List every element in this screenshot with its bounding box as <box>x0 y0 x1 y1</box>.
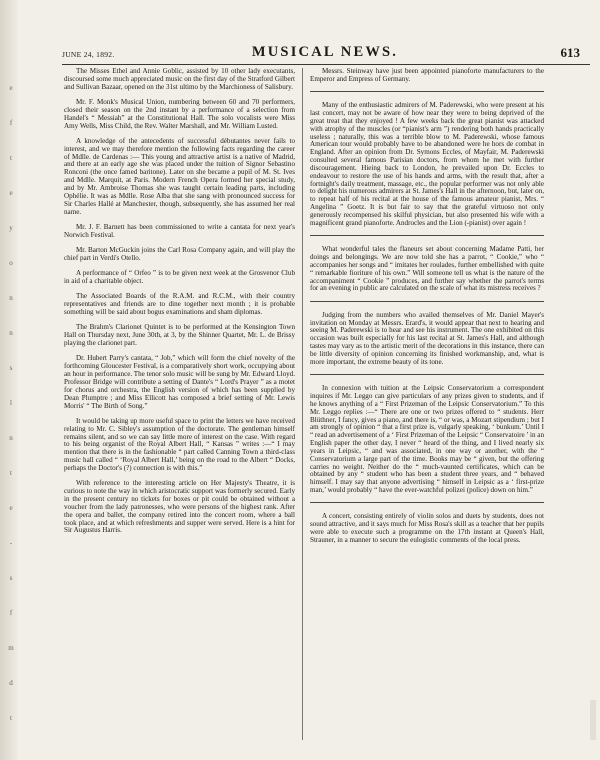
section-rule <box>310 301 544 302</box>
margin-mark: e <box>9 84 13 92</box>
paragraph-erard-instrument: Judging from the numbers who availed themselves of Mr. Daniel Mayer's invitation on Monday at Messrs. Erard's, it would appear that next to hearing and seeing M. Paderewski is to hear and see his instrument. The one exhibited on this occasion was built especially for his last recital at St. James's Hall, and although tastes may vary as to the artistic merit of the decorations in this instance, there can be little diversity of opinion concerning its finished workmanship, and, what is more important, the extreme beauty of its tone. <box>310 310 544 366</box>
paragraph-steinway: Messrs. Steinway have just been appointed pianoforte manufacturers to the Emperor and Empress of Germany. <box>310 67 544 83</box>
paragraph-violin-concert: A concert, consisting entirely of violin solos and duets by students, does not sound attractive, and it says much for Miss Rosa's skill as a teacher that her pupils were able to execute such a programme on the 17th instant at Queen's Hall, Strauner, in a manner to secure the eulogistic comments of the local press. <box>310 512 544 544</box>
header-rule <box>62 64 590 65</box>
page-number: 613 <box>560 45 580 60</box>
paragraph-brahms-quintet: The Brahm's Clarionet Quintet is to be performed at the Kensington Town Hall on Thursday next, June 30th, at 3, by the Shinner Quartet, Mr. L. de Brissy playing the clarionet part. <box>64 323 295 348</box>
margin-mark: m <box>8 644 14 652</box>
margin-mark: n <box>9 434 13 442</box>
margin-mark: n <box>9 329 13 337</box>
paragraph-barnett-cantata: Mr. J. F. Barnett has been commissioned to write a cantata for next year's Norwich Festival. <box>64 222 295 239</box>
issue-date: JUNE 24, 1892. <box>62 50 115 59</box>
paragraph-monk-musical-union: Mr. F. Monk's Musical Union, numbering between 60 and 70 performers, closed their season on the 2nd instant by a performance of a selection from Handel's “ Messiah” at the Constitutional Hall. The solo vocalists were Miss Amy Wells, Miss Child, the Rev. Walter Marshall, and Mr. William Lusted. <box>64 98 295 130</box>
paragraph-parry-job: Dr. Hubert Parry's cantata, “ Job,” which will form the chief novelty of the forthcoming Gloucester Festival, is a comparatively short work, occupying about an hour in performance. The tenor solo music will be sung by Mr. Edward Lloyd. Professor Bridge will contribute a setting of Dante's “ Lord's Prayer ” as a motet for chorus and orchestra, the English version of which has been supplied by Dean Plumptre ; and Miss Ellicott has composed a brief setting of Mr. Lewis Morris' “ The Birth of Song.” <box>64 354 295 410</box>
page-header <box>62 44 588 64</box>
margin-mark: o <box>9 259 13 267</box>
margin-mark: f <box>9 609 13 617</box>
margin-mark: t <box>10 469 12 477</box>
page-smudge <box>590 700 596 740</box>
margin-mark: - <box>9 539 13 547</box>
paragraph-associated-boards: The Associated Boards of the R.A.M. and R.C.M., with their country representatives and friends are to dine together next month ; it is probable something will be said about bogus examinations and sham diplomas. <box>64 292 295 317</box>
paragraph-patti-parrot: What wonderful tales the flaneurs set about concerning Madame Patti, her doings and belongings. We are now told she has a parrot, “ Cookie,” who “ accompanies her songs and “ imitates her roulades, further embellished with quite “ remarkable fioriture of his own.” Will someone tell us what is the nature of the accompaniment “ Cookie ” produces, and further say whether the parrot's terms for an evening in public are calculated on the scale of what its mistress receives ? <box>310 245 544 293</box>
column-divider <box>302 68 303 740</box>
margin-mark: y <box>9 224 13 232</box>
section-rule <box>310 235 544 236</box>
margin-mark: t <box>10 154 12 162</box>
section-rule <box>310 502 544 503</box>
margin-mark: s <box>9 574 13 582</box>
paragraph-goblic-bazaar: The Misses Ethel and Annie Goblic, assisted by 10 other lady executants, discoursed some much appreciated music on the first day of the Stratford Gilbert and Sullivan Bazaar, opened on the 31st ultimo by the Marchioness of Salisbury. <box>64 67 295 91</box>
margin-mark: e <box>9 504 13 512</box>
section-rule <box>310 374 544 375</box>
margin-mark: f <box>9 119 13 127</box>
margin-mark: t <box>10 714 12 722</box>
margin-mark: l <box>10 399 12 407</box>
margin-mark: e <box>9 189 13 197</box>
margin-mark: n <box>9 294 13 302</box>
paragraph-de-cardenas: A knowledge of the antecedents of successful débutantes never fails to interest, and we may therefore mention the following facts regarding the career of Mdlle. de Cardenas :— This young and attractive artist is a native of Madrid, and there at an early age she was placed under the tuition of Signor Sebastino Ronconi (the once famed baritone). Later on she became a pupil of M. St. Ives and Mdlle. Marquit, at Paris. Modern French Opera formed her special study, and by Mr. Ambroise Thomas she was taught certain leading parts, including Ophélie. It was as Mdlle. Rose Alba that she sang with pronounced success for Sir Charles Hallé at Manchester, though, subsequently, she has assumed her real name. <box>64 136 295 216</box>
right-column <box>310 68 544 545</box>
publication-title: MUSICAL NEWS. <box>251 44 399 60</box>
paragraph-paderewski: Many of the enthusiastic admirers of M. Paderewski, who were present at his last concert, may not be aware of how near they were to being deprived of the great treat that they enjoyed ! A few weeks back the great pianist was attacked with atrophy of the muscles (or “pianist's arm ”) rendering both hands practically useless ; naturally, this was a terrible blow to M. Paderewski, whose famous American tour would probably have to be abandoned were he hors de combat in England. After an opinion from Dr. Symons Eccles, of Mayfair, M. Paderewski consulted several famous Parisian doctors, from whom he met with further discouragement. Hieing back to London, he prevailed upon Dr. Eccles to endeavour to restore the use of his hands and arms, with the result that, after a fortnight's daily treatment, massage, etc., the popular performer was not only able to delight his numerous admirers at St. James's Hall in the afternoon, but, later on, to repeat half of his recital at the house of the famous amateur pianist, Mrs. “ Angelina ” Goetz. It is but fair to say that the grateful virtuoso not only generously recompensed his skilful physician, but also presented his wife with a magnificent grand pianoforte. Androcles and the Lion (-pianist) over again ! <box>310 101 544 227</box>
section-rule <box>310 91 544 92</box>
paragraph-mcguckin-otello: Mr. Barton McGuckin joins the Carl Rosa Company again, and will play the chief part in Verdi's Otello. <box>64 246 295 262</box>
paragraph-sibley-doctorate: It would be taking up more useful space to print the letters we have received relating to Mr. C. Sibley's assumption of the doctorate. The gentleman himself remains silent, and so we can say little more of interest on the case. With regard to his being organist of the Royal Albert Hall, “ Kansas ” writes :—“ I may mention that there is in the fashionable “ part called Canning Town a third-class music hall called “ ‘Royal Albert Hall,’ being on the road to the Albert “ Docks, perhaps the Doctor's (?) connection is with this.” <box>64 416 295 472</box>
left-column <box>64 68 295 535</box>
margin-mark: d <box>9 679 13 687</box>
paragraph-leipsic-conservatorium: In connexion with tuition at the Leipsic Conservatorium a correspondent inquires if Mr. Leggo can give particulars of any prizes given to students, and if he knows anything of a “ First Prizeman of the Leipsic Conservatorium.” To this Mr. Leggo replies :—“ There are one or two prizes offered to “ students. Herr Blüthner, I fancy, gives a piano, and there is, “ or was, a Mozart stipendium ; but I am strongly of opinion “ that a first prize is, vulgarly speaking, ‘ bunkum.’ Until I “ read an advertisement of a ‘ First Prizeman of the Leipsic “ Conservatoire ’ in an English paper the other day, I never “ heard of the thing, and I lived nearly six years in Leipsic, “ and was associated, in one way or another, with the “ Conservatorium a large part of the time. Books may be “ given, but the offering carries no weight. Neither do the “ much-vaunted certificates, which can be obtained by any “ student who has been a student three years, and “ behaved himself. I may say that anyone advertising “ himself in Leipsic as a ‘ first-prize man,’ would probably “ have the ever-watchful polizei (police) down on him.” <box>310 384 544 495</box>
paragraph-her-majestys-theatre: With reference to the interesting article on Her Majesty's Theatre, it is curious to note the way in which aristocratic support was formerly secured. Early in the present century no tickets for boxes or pit could be obtained without a voucher from the lady patronesses, who were persons of the highest rank. After the opera and ballet, the company retired into the concert room, where a ball took place, and at which refreshments and supper were served. Here is a hint for Sir Augustus Harris. <box>64 479 295 535</box>
margin-mark: s <box>9 364 13 372</box>
paragraph-orfeo: A performance of “ Orfeo ” is to be given next week at the Grosvenor Club in aid of a charitable object. <box>64 269 295 286</box>
